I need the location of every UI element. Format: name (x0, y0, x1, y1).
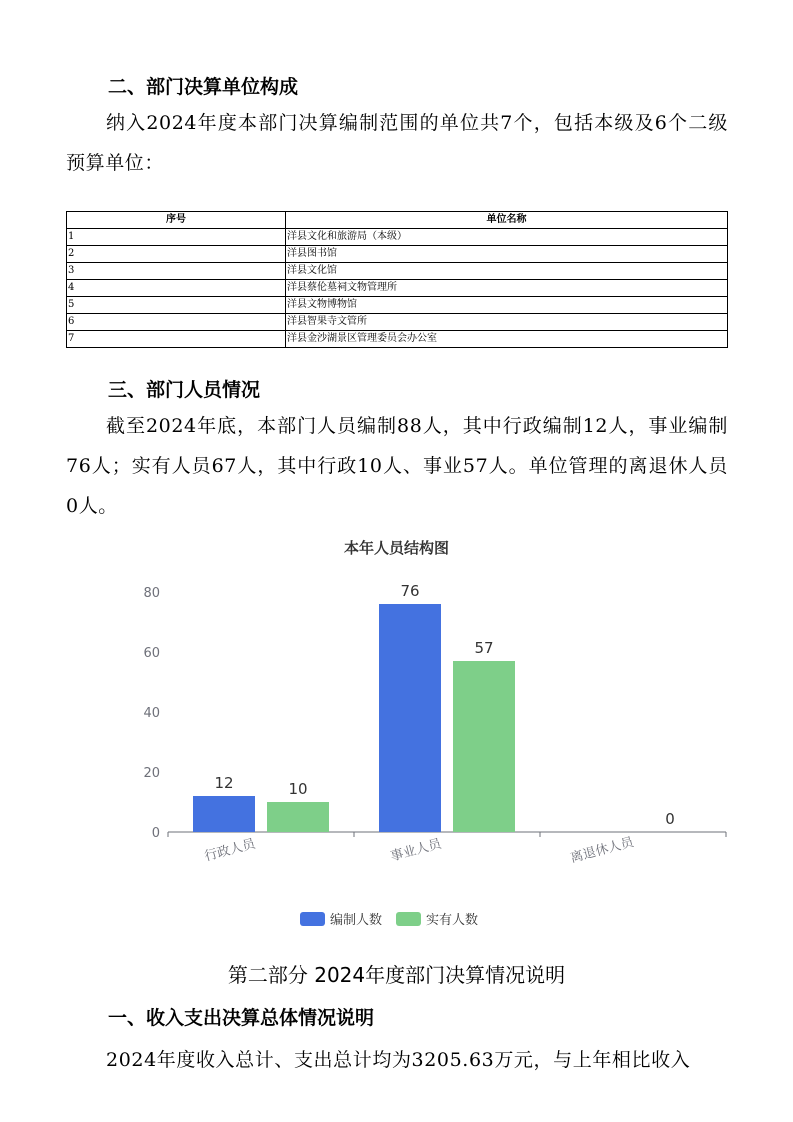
table-row (67, 280, 728, 297)
data-label: 57 (474, 639, 494, 657)
unit-index-cell: 3 (67, 263, 286, 280)
unit-table (66, 211, 728, 348)
unit-name-cell: 洋县蔡伦墓祠文物管理所 (286, 280, 728, 297)
legend-label: 实有人数 (426, 913, 479, 928)
section-heading-income-expense: 一、收入支出决算总体情况说明 (108, 1007, 375, 1029)
part-two-title: 第二部分 2024年度部门决算情况说明 (227, 963, 566, 987)
legend-label: 编制人数 (330, 913, 383, 928)
y-tick-label: 40 (143, 706, 160, 721)
unit-table-header-row (67, 212, 728, 229)
data-label: 0 (665, 810, 675, 828)
table-row (67, 263, 728, 280)
unit-index-cell: 5 (67, 297, 286, 314)
unit-index-cell: 4 (67, 280, 286, 297)
x-tick-label: 离退休人员 (568, 834, 636, 867)
section-heading-staff: 三、部门人员情况 (108, 379, 261, 401)
y-tick-label: 60 (143, 646, 160, 661)
data-label: 76 (400, 582, 420, 600)
unit-name-cell: 洋县智果寺文管所 (286, 314, 728, 331)
unit-name-cell: 洋县文化馆 (286, 263, 728, 280)
legend-swatch (300, 912, 325, 926)
y-tick-label: 0 (151, 826, 160, 841)
table-row (67, 229, 728, 246)
unit-table-header-name: 单位名称 (286, 212, 728, 229)
unit-index-cell: 1 (67, 229, 286, 246)
unit-name-cell: 洋县文化和旅游局（本级） (286, 229, 728, 246)
bar (379, 604, 441, 832)
bar (193, 796, 255, 832)
unit-index-cell: 6 (67, 314, 286, 331)
y-tick-label: 80 (143, 586, 160, 601)
table-row (67, 246, 728, 263)
legend-swatch (396, 912, 421, 926)
unit-composition-paragraph: 纳入2024年度本部门决算编制范围的单位共7个，包括本级及6个二级预算单位： (66, 112, 728, 174)
x-tick-label: 事业人员 (389, 836, 444, 865)
x-tick-label: 行政人员 (203, 836, 258, 865)
table-row (67, 297, 728, 314)
table-row (67, 314, 728, 331)
table-row (67, 331, 728, 348)
y-tick-label: 20 (143, 766, 160, 781)
unit-index-cell: 2 (67, 246, 286, 263)
chart-title: 本年人员结构图 (343, 539, 449, 557)
bar (267, 802, 329, 832)
staff-structure-chart (0, 560, 793, 940)
data-label: 12 (214, 774, 234, 792)
unit-table-header-index: 序号 (67, 212, 286, 229)
unit-name-cell: 洋县文物博物馆 (286, 297, 728, 314)
staff-paragraph: 截至2024年底，本部门人员编制88人，其中行政编制12人，事业编制76人；实有人员67人，其中行政10人、事业57人。单位管理的离退休人员0人。 (66, 415, 728, 517)
unit-index-cell: 7 (67, 331, 286, 348)
unit-name-cell: 洋县图书馆 (286, 246, 728, 263)
income-expense-paragraph: 2024年度收入总计、支出总计均为3205.63万元，与上年相比收入 (106, 1049, 691, 1071)
section-heading-unit-composition: 二、部门决算单位构成 (108, 76, 299, 98)
data-label: 10 (288, 780, 308, 798)
unit-name-cell: 洋县金沙湖景区管理委员会办公室 (286, 331, 728, 348)
bar (453, 661, 515, 832)
